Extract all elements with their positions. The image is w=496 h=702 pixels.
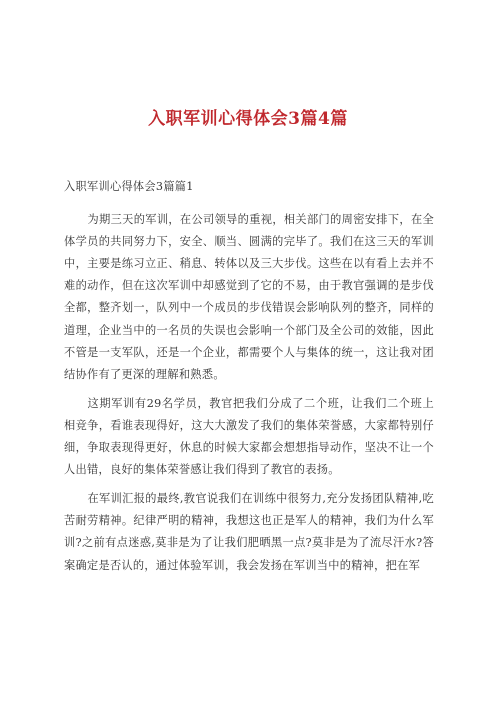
document-body bbox=[64, 176, 434, 584]
document-title: 入职军训心得体会3篇4篇 bbox=[148, 109, 348, 129]
section-heading: 入职军训心得体会3篇篇1 bbox=[64, 180, 194, 193]
paragraph-3: 在军训汇报的最终,教官说我们在训练中很努力,充分发扬团队精神,吃苦耐劳精神。纪律严明的精神，我想这也正是军人的精神，我们为什么军训?之前有点迷惑,莫非是为了让我们肥晒黑一点?莫非是为了流尽汗水?答案确定是否认的，通过体验军训，我会发扬在军训当中的精神，把在军 bbox=[64, 492, 434, 572]
paragraph-2: 这期军训有29名学员，教官把我们分成了二个班，让我们二个班上相竞争，看谁表现得好，这大大激发了我们的集体荣誉感，大家都特别仔细，争取表现得更好，休息的时候大家都会想想指导动作，坚决不让一个人出错，良好的集体荣誉感让我们得到了教官的表扬。 bbox=[64, 396, 434, 477]
paragraph-1: 为期三天的军训，在公司领导的重视，相关部门的周密安排下，在全体学员的共同努力下，安全、顺当、圆满的完毕了。我们在这三天的军训中，主要是练习立正、稍息、转体以及三大步伐。这些在以有看上去并不难的动作，但在这次军训中却感觉到了它的不易，由于教官强调的是步伐全都，整齐划一，队列中一个成员的步伐错误会影响队列的整齐，同样的道理，企业当中的一名员的失误也会影响一个部门及全公司的效能，因此不管是一支军队，还是一个企业，都需要个人与集体的统一，这让我对团结协作有了更深的理解和熟悉。 bbox=[64, 213, 434, 381]
